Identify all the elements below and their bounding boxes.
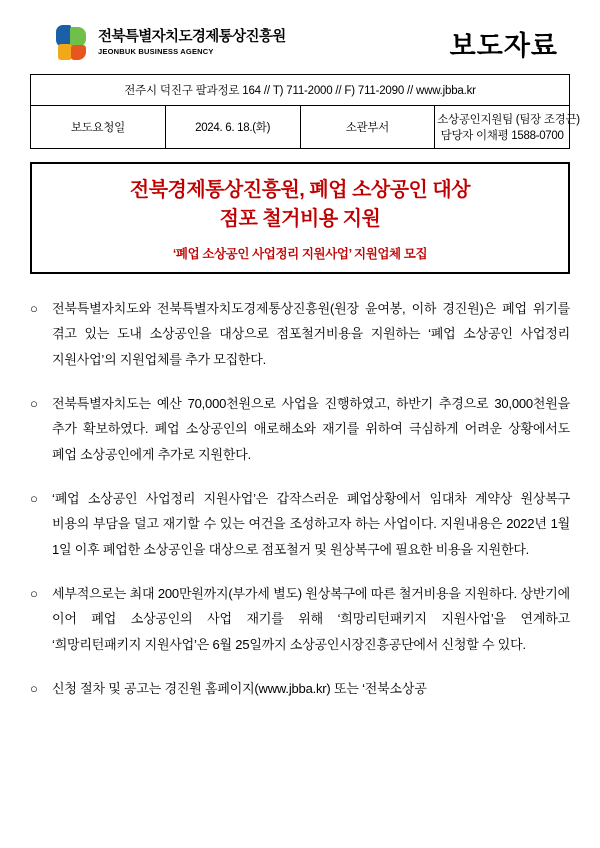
paragraph-item [30,391,570,467]
page-title-line2: 점포 철거비용 지원 [219,208,381,230]
page-subtitle: ‘폐업 소상공인 사업정리 지원사업’ 지원업체 모집 [172,247,428,261]
table-row-request [31,106,570,149]
paragraph-item [30,296,570,372]
brand-name-en: JEONBUK BUSINESS AGENCY [98,47,214,57]
bullet-icon: ○ [30,301,38,316]
table-row-address [31,75,570,106]
paragraph-text: 전북특별자치도와 전북특별자치도경제통상진흥원(원장 윤여봉, 이하 경진원)은 폐업 위기를 겪고 있는 도내 소상공인을 대상으로 점포철거비용을 지원하는 ‘폐업 소상공인 사업정리 지원사업’의 지원업체를 추가 모집한다. [52,301,570,367]
jbba-logo-icon [56,25,90,61]
bullet-icon: ○ [30,396,38,412]
press-release-title-box [30,162,570,274]
paragraph-item [30,676,570,701]
paragraph-text: 전북특별자치도는 예산 70,000천원으로 사업을 진행하였고, 하반기 추경으로 30,000천원을 추가 확보하였다. 폐업 소상공인의 애로해소와 재기를 위하여 극심하게 어려운 상황에서도 폐업 소상공인에게 추가로 지원한다. [52,396,570,462]
paragraph-text: 세부적으로는 최대 200만원까지(부가세 별도) 원상복구에 따른 철거비용을 지원하다. 상반기에 이어 폐업 소상공인의 사업 재기를 위해 ‘희망리턴패키지 지원사업’을 연계하고 ‘희망리턴패키지 지원사업’은 6월 25일까지 소상공인시장진흥공단에서 신청할 수 있다. [52,586,570,652]
agency-brand [56,25,286,61]
request-date-value: 2024. 6. 18.(화) [165,106,300,149]
paragraph-item [30,486,570,562]
department-value [435,106,580,149]
department-contact: 담당자 이채평 1588-0700 [440,130,564,142]
department-team: 소상공인지원팀 (팀장 조경근) [437,114,580,126]
agency-address: 전주시 덕진구 팔과정로 164 // T) 711-2000 // F) 711-2090 // www.jbba.kr [31,75,570,106]
document-body [30,296,570,701]
request-date-label: 보도요청일 [31,106,166,149]
document-info-table [30,74,580,149]
page-title-line1: 전북경제통상진흥원, 폐업 소상공인 대상 [129,179,471,201]
brand-name-kr: 전북특별자치도경제통상진흥원 [98,28,286,45]
document-header [30,14,570,72]
bullet-icon: ○ [30,491,38,507]
bullet-icon: ○ [30,586,38,602]
brand-text [98,30,286,56]
paragraph-text: ‘폐업 소상공인 사업정리 지원사업’은 갑작스러운 폐업상황에서 임대차 계약상 원상복구 비용의 부담을 덜고 재기할 수 있는 여건을 조성하고자 하는 사업이다. 지원내용은 2022년 1월 1일 이후 폐업한 소상공인을 대상으로 점포철거 및 원상복구에 필요한 비용을 지원한다. [52,491,570,557]
bullet-icon: ○ [30,681,38,697]
paragraph-item [30,581,570,657]
department-label: 소관부서 [300,106,435,149]
document-type-title: 보도자료 [449,30,558,61]
paragraph-text: 신청 절차 및 공고는 경진원 홈페이지(www.jbba.kr) 또는 ‘전북소상공 [52,681,427,697]
